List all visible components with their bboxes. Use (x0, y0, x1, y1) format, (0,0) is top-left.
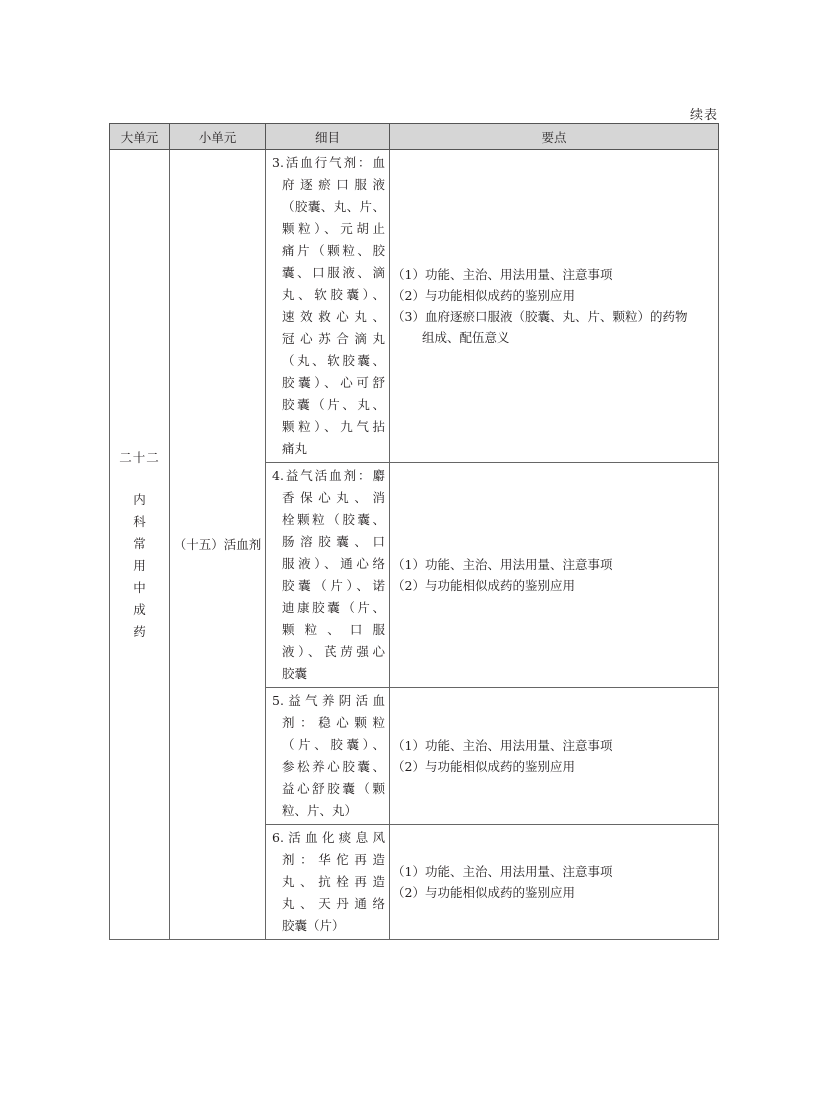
title-char: 成 (133, 601, 146, 617)
item-line: 益心舒胶囊（颗 (282, 781, 385, 796)
item-line: 丸、软胶囊）、 (282, 287, 385, 302)
title-char: 中 (133, 579, 146, 595)
item-line: 5.益气养阴活血 (272, 693, 385, 708)
key-point: （1）功能、主治、用法用量、注意事项 (392, 738, 613, 753)
item-line: 颗粒、口服 (282, 622, 385, 637)
item-line: 粒、片、丸） (282, 803, 358, 818)
item-line: 肠溶胶囊、口 (282, 534, 385, 549)
key-point: （1）功能、主治、用法用量、注意事项 (392, 267, 613, 282)
key-point: （1）功能、主治、用法用量、注意事项 (392, 864, 613, 879)
item-line: 速效救心丸、 (282, 309, 385, 324)
header-minor-unit: 小单元 (170, 124, 266, 150)
item-line: 液）、芪苈强心 (282, 644, 385, 659)
key-point: （2）与功能相似成药的鉴别应用 (392, 759, 575, 774)
item-line: 胶囊（片、丸、 (282, 397, 385, 412)
key-point: 组成、配伍意义 (422, 330, 510, 345)
title-char: 内 (133, 491, 146, 507)
item-cell (266, 825, 390, 940)
item-line: 痛丸 (282, 441, 308, 456)
key-points-cell (390, 688, 719, 825)
item-line: 颗粒）、九气拈 (282, 419, 385, 434)
item-line: 胶囊 (282, 666, 308, 681)
title-char: 药 (133, 623, 146, 639)
item-line: 丸、天丹通络 (282, 896, 385, 911)
key-point: （2）与功能相似成药的鉴别应用 (392, 288, 575, 303)
syllabus-table (109, 123, 719, 940)
table-header-row (110, 124, 719, 150)
item-line: 6.活血化痰息风 (272, 830, 385, 845)
item-line: 丸、抗栓再造 (282, 874, 385, 889)
item-line: 冠心苏合滴丸 (282, 331, 385, 346)
item-line: 服液）、通心络 (282, 556, 385, 571)
key-points-cell (390, 825, 719, 940)
title-char: 科 (133, 513, 146, 529)
major-unit-number: 二十二 (119, 449, 160, 465)
item-line: 迪康胶囊（片、 (282, 600, 385, 615)
item-line: 参松养心胶囊、 (282, 759, 385, 774)
item-line: 胶囊）、心可舒 (282, 375, 385, 390)
item-line: 3.活血行气剂：血 (272, 155, 385, 170)
table-row (110, 150, 719, 463)
major-unit-title (110, 489, 169, 643)
key-point: （1）功能、主治、用法用量、注意事项 (392, 557, 613, 572)
item-line: 胶囊（片） (282, 918, 345, 933)
item-line: 香保心丸、消 (282, 490, 385, 505)
item-line: 剂：稳心颗粒 (282, 715, 385, 730)
item-line: （片、胶囊）、 (282, 737, 385, 752)
item-cell (266, 688, 390, 825)
item-line: （胶囊、丸、片、 (282, 199, 385, 214)
key-points-cell (390, 463, 719, 688)
major-unit-cell (110, 150, 170, 940)
item-line: 颗粒）、元胡止 (282, 221, 385, 236)
header-item: 细目 (266, 124, 390, 150)
item-line: 痛片（颗粒、胶 (282, 243, 385, 258)
key-point: （3）血府逐瘀口服液（胶囊、丸、片、颗粒）的药物 (392, 309, 688, 324)
item-line: 府逐瘀口服液 (282, 177, 385, 192)
item-line: 栓颗粒（胶囊、 (282, 512, 385, 527)
item-line: （丸、软胶囊、 (282, 353, 385, 368)
item-line: 剂：华佗再造 (282, 852, 385, 867)
title-char: 常 (133, 535, 146, 551)
item-line: 胶囊（片）、诺 (282, 578, 385, 593)
header-key-points: 要点 (390, 124, 719, 150)
minor-unit-cell: （十五）活血剂 (170, 150, 266, 940)
key-point: （2）与功能相似成药的鉴别应用 (392, 885, 575, 900)
item-cell (266, 463, 390, 688)
table-continued-caption: 续表 (689, 108, 718, 123)
title-char: 用 (133, 557, 146, 573)
key-points-cell (390, 150, 719, 463)
item-cell (266, 150, 390, 463)
item-line: 4.益气活血剂：麝 (272, 468, 385, 483)
header-major-unit: 大单元 (110, 124, 170, 150)
item-line: 囊、口服液、滴 (282, 265, 385, 280)
key-point: （2）与功能相似成药的鉴别应用 (392, 578, 575, 593)
